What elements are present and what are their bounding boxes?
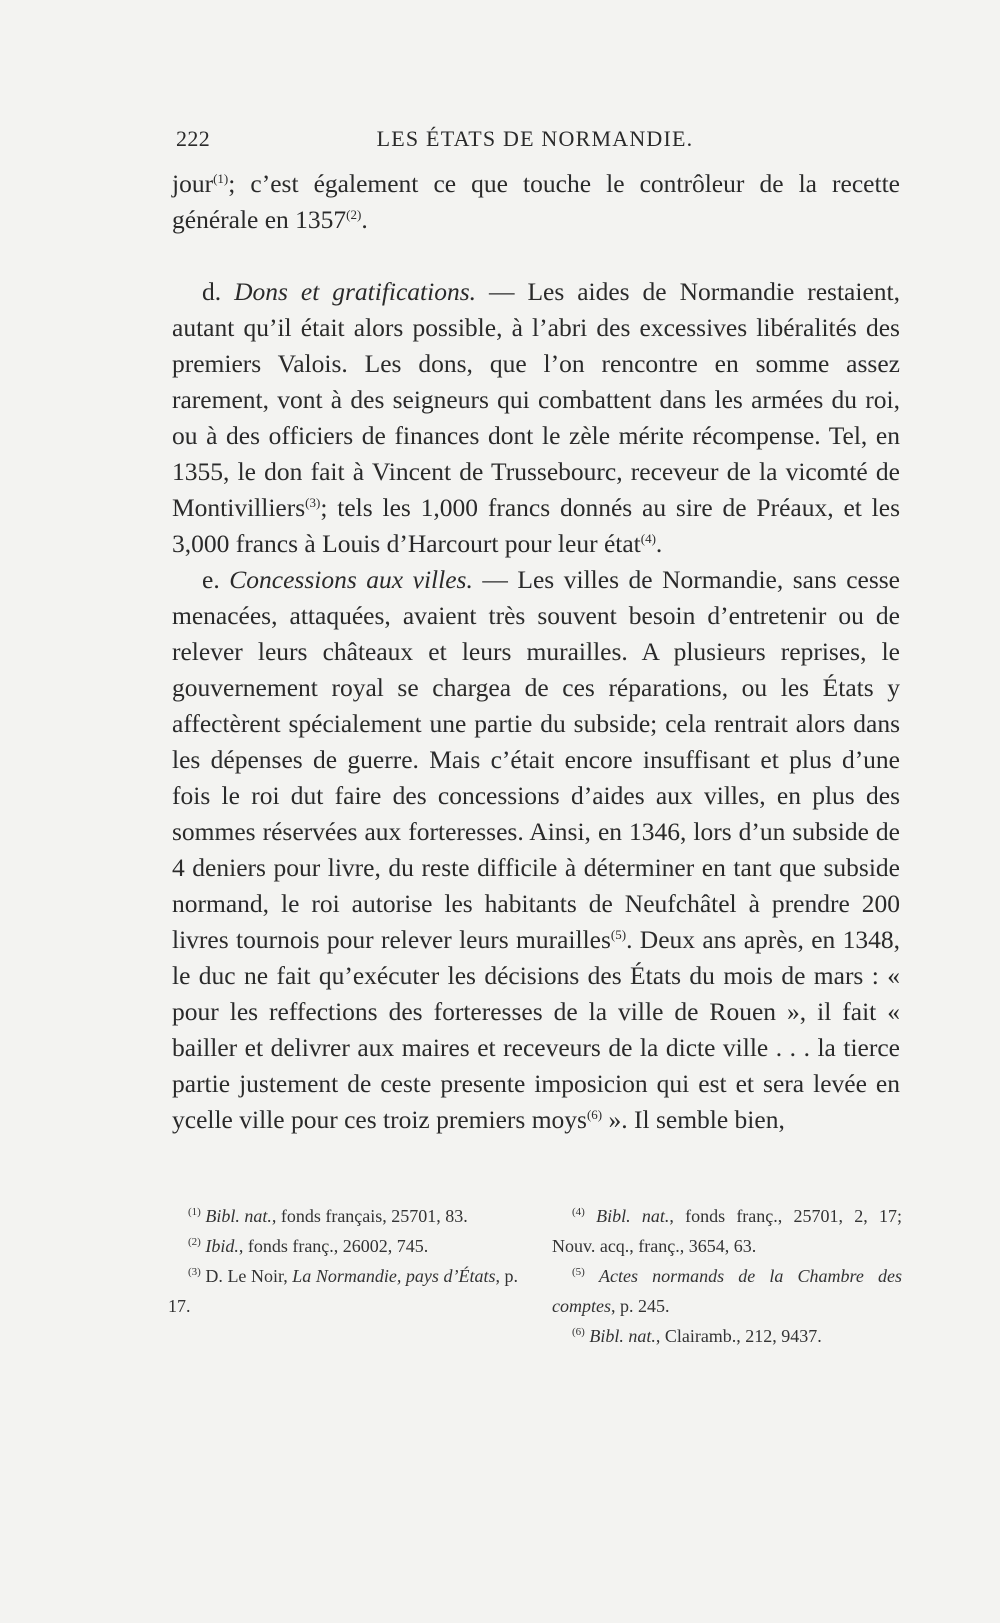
footnote-ref: (1) <box>213 171 229 186</box>
page-number: 222 <box>176 126 211 151</box>
paragraph-continuation: jour$^{(1)}$; c’est également ce que touche le contrôleur de la recette générale en 1357$^{(2)}$. <box>172 169 900 234</box>
main-text <box>172 166 900 1138</box>
footnote-ref: (4) <box>640 531 656 546</box>
footnote-ref: (5) <box>610 927 627 942</box>
footnote-ref: (3) <box>305 495 321 510</box>
section-heading: Concessions aux villes. <box>229 565 473 594</box>
paragraph-dons: d. Dons et gratifications. — Les aides de Normandie restaient, autant qu’il était alors possible, à l’abri des excessives libéralités des premiers Valois. Les dons, que l’on rencontre en somme assez rarement, vont à des seigneurs qui combattent dans les armées du roi, ou à des officiers de finances dont le zèle mérite récompense. Tel, en 1355, le don fait à Vincent de Trussebourc, receveur de la vicomté de Montivilliers$^{(3)}$; tels les 1,000 francs donnés au sire de Préaux, et les 3,000 francs à Louis d’Harcourt pour leur état$^{(4)}$. <box>172 277 900 558</box>
running-title: LES ÉTATS DE NORMANDIE. <box>376 126 694 151</box>
paragraph-concessions: e. Concessions aux villes. — Les villes de Normandie, sans cesse menacées, attaquées, avaient très souvent besoin d’entretenir ou de relever leurs châteaux et leurs murailles. A plusieurs reprises, le gouvernement royal se chargea de ces réparations, ou les États y affectèrent spécialement une partie du subside; cela rentrait alors dans les dépenses de guerre. Mais c’était encore insuffisant et plus d’une fois le roi dut faire des concessions d’aides aux villes, en plus des sommes réservées aux forteresses. Ainsi, en 1346, lors d’un subside de 4 deniers pour livre, du reste difficile à déterminer en tant que subside normand, le roi autorise les habitants de Neufchâtel à prendre 200 livres tournois pour relever leurs murailles$^{(5)}$. Deux ans après, en 1348, le duc ne fait qu’exécuter les décisions des États du mois de mars : « pour les reffections des forteresses de la ville de Rouen », il fait « bailler et delivrer aux maires et receveurs de la dicte ville . . . la tierce partie justement de ceste presente imposicion qui est et sera levée en ycelle ville pour ces troiz premiers moys$^{(6)}$ ». Il semble bien, <box>172 565 901 1134</box>
footnote: $^{(4)}$ Bibl. nat., fonds franç., 25701, 2, 17; Nouv. acq., franç., 3654, 63. <box>552 1206 903 1256</box>
footnote-ref: (2) <box>346 207 362 222</box>
footnote-ref: (6) <box>586 1107 603 1122</box>
section-letter: d. <box>202 277 222 306</box>
footnote: $^{(1)}$ Bibl. nat., fonds français, 25701, 83. <box>188 1206 468 1226</box>
section-letter: e. <box>202 565 220 594</box>
footnotes-left-column <box>168 1201 518 1321</box>
footnote: $^{(3)}$ D. Le Noir, La Normandie, pays d’États, p. 17. <box>168 1266 519 1316</box>
footnote: $^{(6)}$ Bibl. nat., Clairamb., 212, 9437. <box>572 1326 822 1346</box>
footnotes-right-column <box>552 1201 902 1351</box>
running-header <box>172 126 898 160</box>
footnote: $^{(5)}$ Actes normands de la Chambre des comptes, p. 245. <box>552 1266 903 1316</box>
footnote: $^{(2)}$ Ibid., fonds franç., 26002, 745. <box>188 1236 429 1256</box>
section-heading: Dons et gratifications. <box>234 277 477 306</box>
